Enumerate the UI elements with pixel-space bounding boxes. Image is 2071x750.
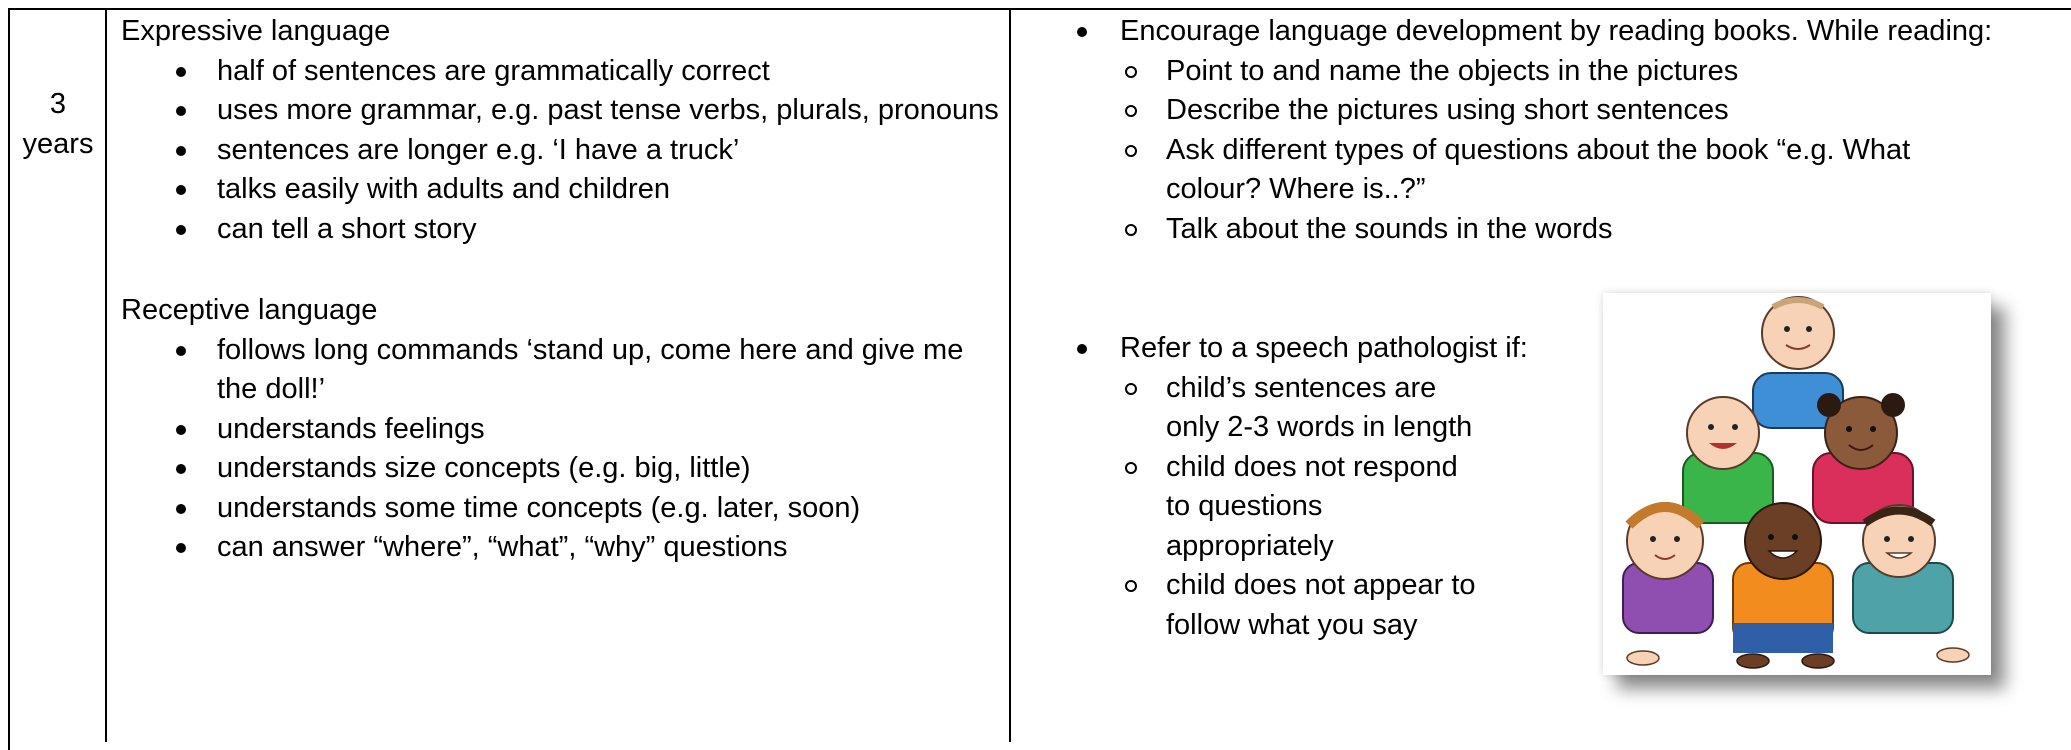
children-pyramid-illustration [1603,293,1991,675]
list-item: uses more grammar, e.g. past tense verbs, plurals, pronouns [121,91,1017,131]
milestones-cell [121,12,1001,568]
list-item: child does not respond to questions appropriately [1070,448,1476,567]
list-item: half of sentences are grammatically correct [121,52,1001,92]
list-item: follows long commands ‘stand up, come here and give me the doll!’ [121,331,997,410]
reading-advice-text: Encourage language development by reading books. While reading: [1120,15,1993,47]
children-pyramid-image [1603,293,1991,675]
list-item: understands size concepts (e.g. big, little) [121,449,1001,489]
list-item: Point to and name the objects in the pictures [1070,52,2060,92]
list-item: can tell a short story [121,210,1001,250]
reading-list [1070,12,2060,249]
list-item: Describe the pictures using short sentences [1070,91,2060,131]
list-item: can answer “where”, “what”, “why” questions [121,528,1001,568]
expressive-heading: Expressive language [121,15,391,47]
reading-advice [1070,12,2060,249]
list-item: Talk about the sounds in the words [1070,210,2060,250]
refer-advice-text: Refer to a speech pathologist if: [1120,332,1528,364]
reading-sublist [1070,52,2060,250]
list-item: child’s sentences are only 2-3 words in length [1070,369,1476,448]
list-item: child does not appear to follow what you say [1070,566,1506,645]
list-item: understands some time concepts (e.g. later, soon) [121,489,1001,529]
age-unit: years [22,128,94,160]
receptive-list [121,331,1001,568]
list-item: Ask different types of questions about the book “e.g. What colour? Where is..?” [1070,131,1986,210]
list-item: talks easily with adults and children [121,170,1001,210]
age-cell [10,84,106,164]
receptive-heading: Receptive language [121,294,378,326]
age-number: 3 [49,88,67,120]
list-item: sentences are longer e.g. ‘I have a truck’ [121,131,1001,171]
expressive-list [121,52,1001,250]
list-item: understands feelings [121,410,1001,450]
